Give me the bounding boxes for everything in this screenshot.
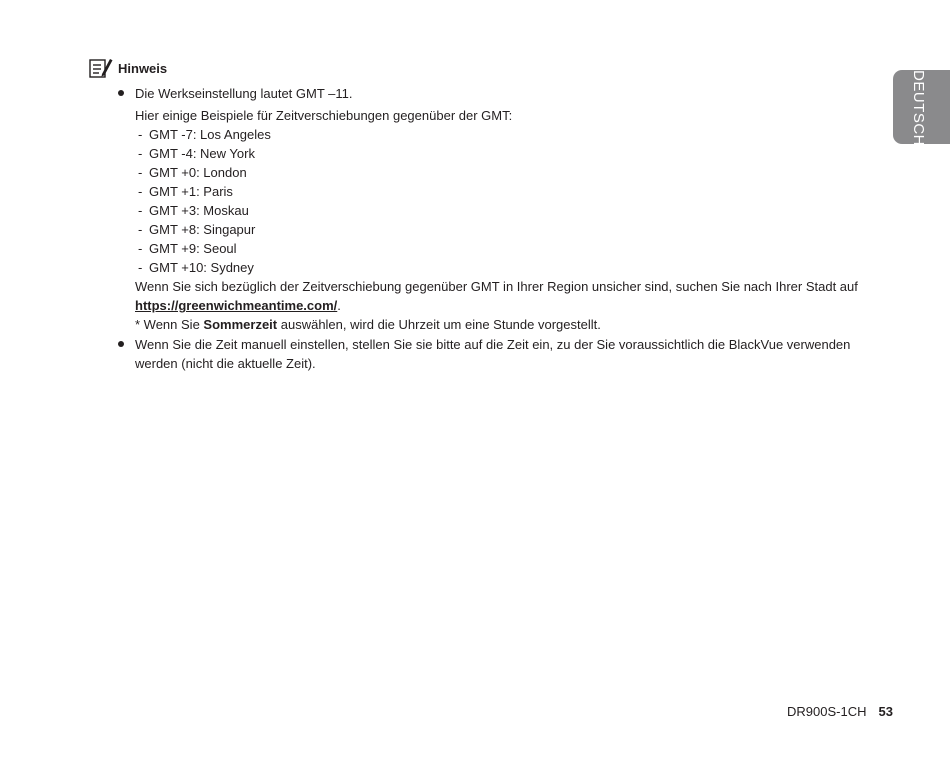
example-item: GMT +9: Seoul: [149, 241, 237, 256]
example-item: GMT +8: Singapur: [149, 222, 256, 237]
bullet-dot: [118, 90, 124, 96]
examples-intro-text: Hier einige Beispiele für Zeitverschiebungen gegenüber der GMT:: [135, 108, 513, 123]
link-period: .: [337, 298, 341, 313]
example-item: GMT -7: Los Angeles: [149, 127, 271, 142]
bullet-dot: [118, 341, 124, 347]
note-title: Hinweis: [118, 60, 168, 76]
region-lookup-text: Wenn Sie sich bezüglich der Zeitverschiebung gegenüber GMT in Ihrer Region unsicher sind, suchen Sie nach Ihrer Stadt auf: [135, 279, 858, 294]
language-side-tab: [893, 70, 950, 147]
list-dash: -: [138, 241, 143, 256]
factory-setting-text: Die Werkseinstellung lautet GMT –11.: [135, 86, 353, 101]
note-pencil-icon: [89, 57, 113, 79]
list-dash: -: [138, 127, 143, 142]
summer-time-line: [135, 316, 601, 333]
list-dash: -: [138, 203, 143, 218]
list-dash: -: [138, 184, 143, 199]
example-item: GMT -4: New York: [149, 146, 255, 161]
list-dash: -: [138, 260, 143, 275]
manual-time-text: Wenn Sie die Zeit manuell einstellen, stellen Sie sie bitte auf die Zeit ein, zu der Sie voraussichtlich die BlackVue verwenden: [135, 337, 851, 352]
language-tab-label: DEUTSCH: [910, 70, 927, 147]
summer-bold-term: Sommerzeit: [203, 317, 278, 332]
page-number: 53: [878, 704, 893, 719]
list-dash: -: [138, 165, 143, 180]
summer-suffix: auswählen, wird die Uhrzeit um eine Stunde vorgestellt.: [277, 317, 601, 332]
list-dash: -: [138, 146, 143, 161]
note-header: [89, 57, 167, 79]
summer-prefix: * Wenn Sie: [135, 317, 204, 332]
example-item: GMT +3: Moskau: [149, 203, 249, 218]
example-item: GMT +10: Sydney: [149, 260, 254, 275]
list-dash: -: [138, 222, 143, 237]
model-name: DR900S-1CH: [787, 704, 867, 719]
greenwich-link[interactable]: https://greenwichmeantime.com/: [135, 298, 338, 313]
link-line: [135, 297, 341, 314]
example-item: GMT +0: London: [149, 165, 247, 180]
manual-time-text-cont: werden (nicht die aktuelle Zeit).: [135, 356, 316, 371]
page-footer: [787, 704, 893, 722]
example-item: GMT +1: Paris: [149, 184, 233, 199]
